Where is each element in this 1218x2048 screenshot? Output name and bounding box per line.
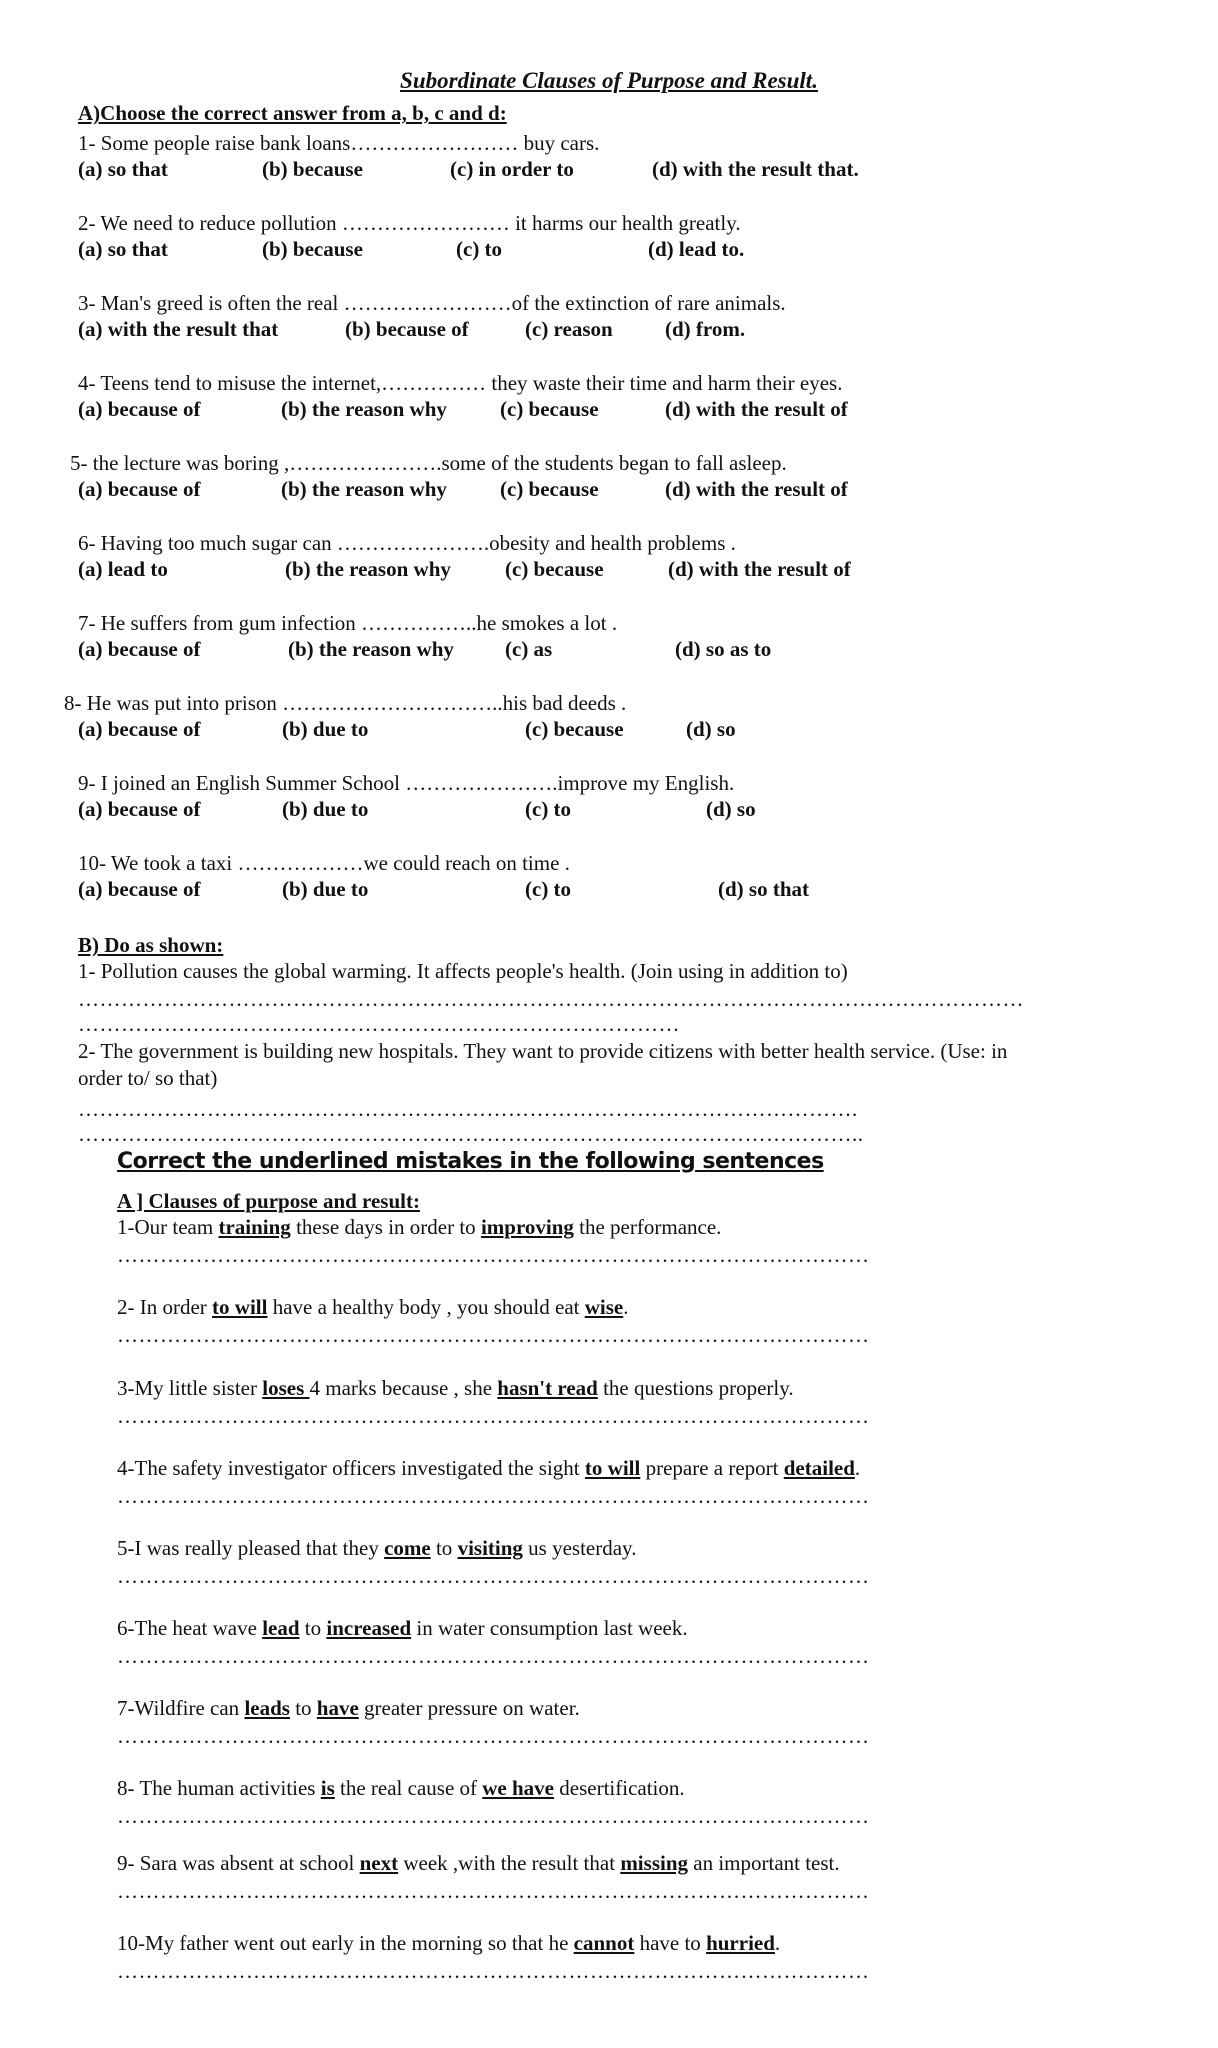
question-text: 4- Teens tend to misuse the internet,…………… they waste their time and harm their eyes.	[78, 371, 843, 395]
answer-option: (c) because	[525, 717, 624, 741]
section-a-heading: A)Choose the correct answer from a, b, c and d:	[78, 101, 507, 125]
answer-option: (b) the reason why	[281, 397, 447, 421]
section-b-heading: B) Do as shown:	[78, 933, 224, 957]
section-b-q2-line1: 2- The government is building new hospitals. They want to provide citizens with better health service. (Use: in	[78, 1039, 1008, 1063]
underlined-mistake: is	[320, 1776, 335, 1800]
sentence-fragment: us yesterday.	[522, 1536, 637, 1560]
answer-option: (d) with the result of	[668, 557, 851, 581]
question-text: 10- We took a taxi ………………we could reach on time .	[78, 851, 570, 875]
answer-option: (d) so	[686, 717, 736, 741]
underlined-mistake: hurried	[706, 1931, 775, 1955]
answer-option: (b) the reason why	[285, 557, 451, 581]
sentence-fragment: these days in order to	[290, 1215, 481, 1239]
answer-option: (a) because of	[78, 637, 201, 661]
answer-option: (d) so as to	[675, 637, 772, 661]
underlined-mistake: training	[218, 1215, 291, 1239]
answer-dots: ………………………………………………………………………………………………..	[78, 1123, 864, 1145]
sentence-fragment: the performance.	[573, 1215, 722, 1239]
underlined-mistake: visiting	[457, 1536, 523, 1560]
answer-option: (d) from.	[665, 317, 746, 341]
answer-option: (a) so that	[78, 237, 168, 261]
answer-dots: ……………………………………………………………………………………………	[117, 1880, 870, 1902]
answer-dots: ……………………………………………………………………………………………	[117, 1324, 870, 1346]
answer-option: (b) due to	[282, 717, 369, 741]
answer-option: (d) with the result of	[665, 477, 848, 501]
answer-dots: ……………………………………………………………………………………………….	[78, 1098, 858, 1120]
correction-sentence	[117, 1615, 688, 1641]
answer-option: (c) because	[505, 557, 604, 581]
sentence-fragment: .	[623, 1295, 629, 1319]
sentence-fragment: 7-Wildfire can	[117, 1696, 245, 1720]
question-text: 7- He suffers from gum infection ……………..he smokes a lot .	[78, 611, 618, 635]
correction-sentence	[117, 1375, 794, 1401]
sentence-fragment: 5-I was really pleased that they	[117, 1536, 385, 1560]
answer-dots: ……………………………………………………………………………………………	[117, 1960, 870, 1982]
underlined-mistake: have	[316, 1696, 359, 1720]
sentence-fragment: .	[774, 1931, 781, 1955]
answer-option: (d) with the result that.	[652, 157, 859, 181]
answer-dots: ……………………………………………………………………………………………………………………	[78, 988, 1024, 1010]
section-b-q1: 1- Pollution causes the global warming. It affects people's health. (Join using in addition to)	[78, 959, 848, 983]
underlined-mistake: wise	[584, 1295, 624, 1319]
answer-option: (b) due to	[282, 877, 369, 901]
answer-option: (c) reason	[525, 317, 613, 341]
question-text: 9- I joined an English Summer School ………………….improve my English.	[78, 771, 735, 795]
question-text: 3- Man's greed is often the real ……………………of the extinction of rare animals.	[78, 291, 786, 315]
answer-option: (c) in order to	[450, 157, 574, 181]
correction-sentence	[117, 1455, 860, 1481]
sentence-fragment: .	[854, 1456, 861, 1480]
sentence-fragment: 4-The safety investigator officers investigated the sight	[117, 1456, 585, 1480]
sentence-fragment: desertification.	[554, 1776, 685, 1800]
answer-option: (b) the reason why	[288, 637, 454, 661]
answer-option: (c) to	[525, 877, 572, 901]
sentence-fragment: 1-Our team	[117, 1215, 219, 1239]
sentence-fragment: the real cause of	[334, 1776, 483, 1800]
underlined-mistake: improving	[480, 1215, 574, 1239]
answer-option: (a) because of	[78, 797, 201, 821]
sentence-fragment: 3-My little sister	[117, 1376, 263, 1400]
sentence-fragment: in water consumption last week.	[411, 1616, 688, 1640]
answer-option: (a) because of	[78, 717, 201, 741]
answer-option: (d) with the result of	[665, 397, 848, 421]
sentence-fragment: 2- In order	[117, 1295, 213, 1319]
underlined-mistake: missing	[620, 1851, 688, 1875]
correction-sentence	[117, 1214, 721, 1240]
sentence-fragment: 6-The heat wave	[117, 1616, 263, 1640]
underlined-mistake: we have	[482, 1776, 555, 1800]
sentence-fragment: the questions properly.	[597, 1376, 794, 1400]
answer-option: (c) as	[505, 637, 553, 661]
sentence-fragment: 9- Sara was absent at school	[117, 1851, 360, 1875]
answer-dots: ……………………………………………………………………………………………	[117, 1485, 870, 1507]
underlined-mistake: hasn't read	[497, 1376, 598, 1400]
answer-option: (d) so	[706, 797, 756, 821]
sentence-fragment: to	[430, 1536, 458, 1560]
answer-dots: …………………………………………………………………………	[78, 1013, 680, 1035]
sentence-fragment: to	[299, 1616, 327, 1640]
answer-option: (b) the reason why	[281, 477, 447, 501]
section-b-q2-line2: order to/ so that)	[78, 1066, 218, 1090]
answer-option: (c) because	[500, 397, 599, 421]
question-text: 1- Some people raise bank loans…………………… buy cars.	[78, 131, 600, 155]
underlined-mistake: cannot	[573, 1931, 635, 1955]
answer-dots: ……………………………………………………………………………………………	[117, 1645, 870, 1667]
correction-sentence	[117, 1294, 628, 1320]
underlined-mistake: to will	[584, 1456, 641, 1480]
correction-sentence	[117, 1775, 685, 1801]
underlined-mistake: loses	[262, 1376, 310, 1400]
answer-option: (b) because	[262, 237, 363, 261]
question-text: 6- Having too much sugar can ………………….obesity and health problems .	[78, 531, 736, 555]
correction-sentence	[117, 1695, 580, 1721]
answer-option: (c) to	[456, 237, 503, 261]
sentence-fragment: an important test.	[688, 1851, 840, 1875]
underlined-mistake: come	[384, 1536, 431, 1560]
answer-option: (a) because of	[78, 397, 201, 421]
question-text: 2- We need to reduce pollution …………………… it harms our health greatly.	[78, 211, 741, 235]
sentence-fragment: 4 marks because , she	[309, 1376, 498, 1400]
answer-option: (d) so that	[718, 877, 810, 901]
sentence-fragment: 8- The human activities	[117, 1776, 321, 1800]
sentence-fragment: have a healthy body , you should eat	[267, 1295, 585, 1319]
answer-dots: ……………………………………………………………………………………………	[117, 1725, 870, 1747]
answer-option: (a) so that	[78, 157, 168, 181]
answer-option: (b) because	[262, 157, 363, 181]
answer-dots: ……………………………………………………………………………………………	[117, 1244, 870, 1266]
correct-mistakes-heading: Correct the underlined mistakes in the following sentences	[117, 1149, 824, 1174]
answer-option: (b) because of	[345, 317, 469, 341]
answer-option: (a) lead to	[78, 557, 168, 581]
sentence-fragment: week ,with the result that	[398, 1851, 621, 1875]
correction-sentence	[117, 1930, 780, 1956]
sentence-fragment: greater pressure on water.	[358, 1696, 580, 1720]
correction-sentence	[117, 1850, 840, 1876]
sentence-fragment: have to	[634, 1931, 707, 1955]
question-text: 5- the lecture was boring ,………………….some of the students began to fall asleep.	[70, 451, 787, 475]
sentence-fragment: 10-My father went out early in the morning so that he	[117, 1931, 574, 1955]
answer-option: (a) with the result that	[78, 317, 279, 341]
answer-option: (d) lead to.	[648, 237, 745, 261]
question-text: 8- He was put into prison …………………………..his bad deeds .	[64, 691, 627, 715]
correct-subheading: A ] Clauses of purpose and result:	[117, 1189, 420, 1213]
sentence-fragment: to	[289, 1696, 317, 1720]
answer-option: (c) to	[525, 797, 572, 821]
underlined-mistake: increased	[326, 1616, 412, 1640]
correction-sentence	[117, 1535, 636, 1561]
page-title: Subordinate Clauses of Purpose and Result.	[400, 68, 818, 93]
answer-option: (b) due to	[282, 797, 369, 821]
sentence-fragment: prepare a report	[640, 1456, 784, 1480]
answer-dots: ……………………………………………………………………………………………	[117, 1565, 870, 1587]
answer-option: (c) because	[500, 477, 599, 501]
underlined-mistake: to will	[212, 1295, 268, 1319]
answer-option: (a) because of	[78, 477, 201, 501]
underlined-mistake: next	[359, 1851, 399, 1875]
underlined-mistake: leads	[244, 1696, 290, 1720]
underlined-mistake: detailed	[783, 1456, 855, 1480]
answer-dots: ……………………………………………………………………………………………	[117, 1805, 870, 1827]
answer-dots: ……………………………………………………………………………………………	[117, 1405, 870, 1427]
underlined-mistake: lead	[262, 1616, 300, 1640]
answer-option: (a) because of	[78, 877, 201, 901]
